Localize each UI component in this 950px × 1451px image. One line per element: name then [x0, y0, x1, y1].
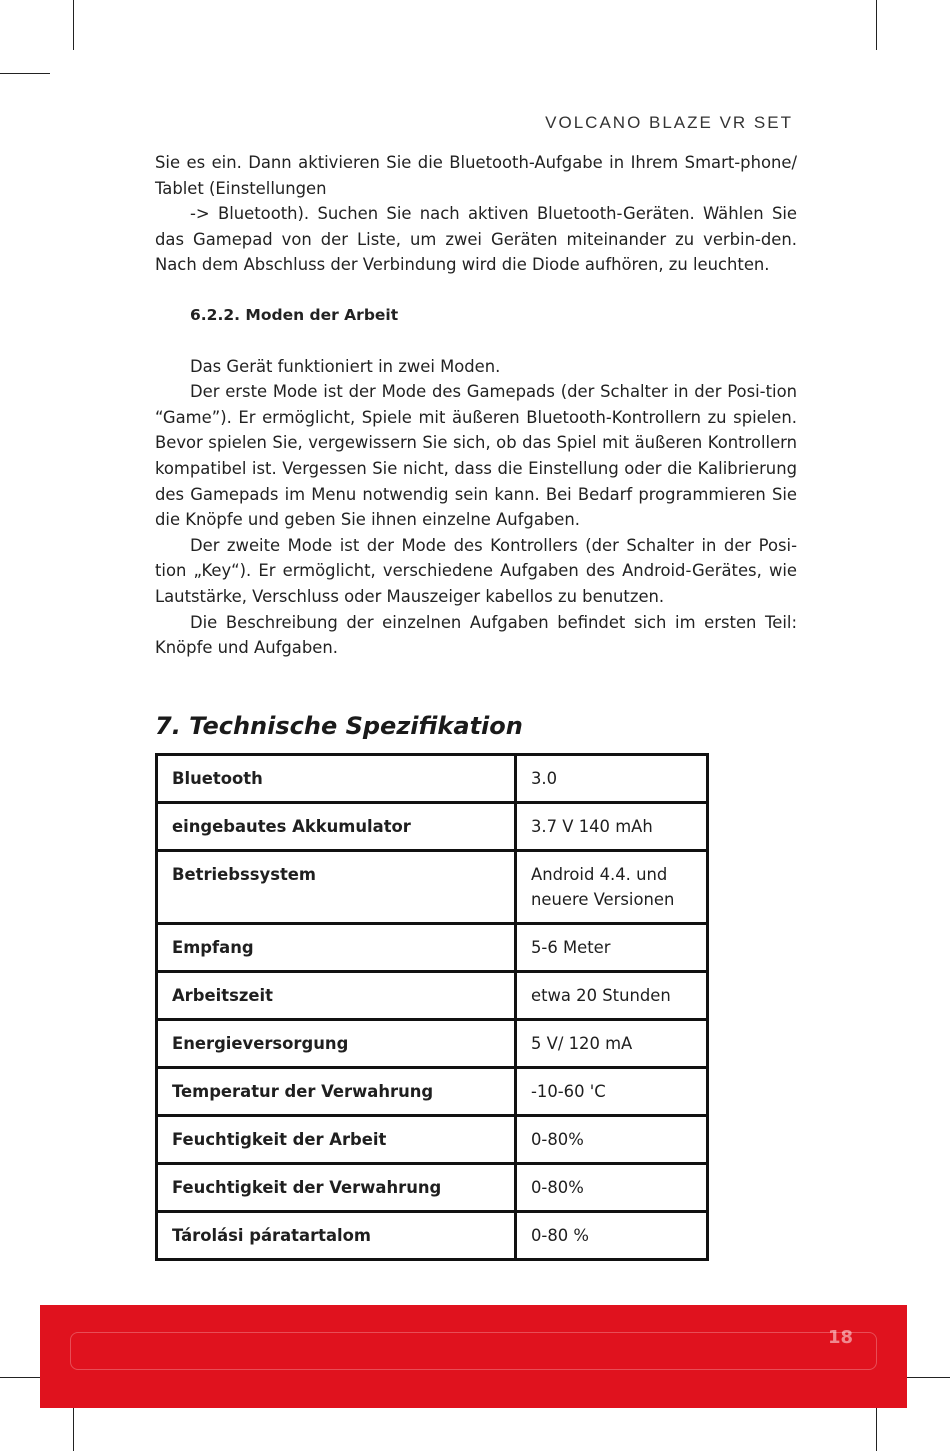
table-row: [157, 851, 708, 924]
subheading: 6.2.2. Moden der Arbeit: [190, 305, 399, 324]
paragraph: Der zweite Mode ist der Mode des Kontrollers (der Schalter in der Posi-tion „Key“). Er ermöglicht, verschiedene Aufgaben des Android-Gerätes, wie Lautstärke, Verschluss oder Mauszeiger kabellos zu benutzen.: [155, 535, 797, 606]
table-row: [157, 755, 708, 803]
table-row: [157, 1164, 708, 1212]
spec-value: -10-60 'C: [516, 1068, 708, 1116]
crop-mark: [876, 0, 877, 50]
paragraph: Die Beschreibung der einzelnen Aufgaben befindet sich im ersten Teil: Knöpfe und Aufgaben.: [155, 612, 797, 658]
spec-value: 3.0: [516, 755, 708, 803]
table-row: [157, 924, 708, 972]
crop-mark: [73, 0, 74, 50]
paragraph: -> Bluetooth). Suchen Sie nach aktiven Bluetooth-Geräten. Wählen Sie das Gamepad von der Liste, um zwei Geräten miteinander zu verbin-den. Nach dem Abschluss der Verbindung wird die Diode aufhören, zu leuchten.: [155, 204, 797, 275]
spec-value: 0-80%: [516, 1164, 708, 1212]
paragraph: Das Gerät funktioniert in zwei Moden.: [190, 356, 501, 376]
spec-value: 5 V/ 120 mA: [516, 1020, 708, 1068]
crop-mark: [876, 1401, 877, 1451]
crop-mark: [900, 1377, 950, 1378]
spec-value: 0-80 %: [516, 1212, 708, 1260]
table-row: [157, 1212, 708, 1260]
spec-value: 5-6 Meter: [516, 924, 708, 972]
spec-key: Arbeitszeit: [157, 972, 516, 1020]
spec-value: Android 4.4. und neuere Versionen: [516, 851, 708, 924]
running-header: VOLCANO BLAZE VR SET: [545, 113, 793, 132]
spec-key: Betriebssystem: [157, 851, 516, 924]
table-row: [157, 972, 708, 1020]
section-title: 7. Technische Spezifikation: [155, 712, 523, 740]
paragraph: Der erste Mode ist der Mode des Gamepads (der Schalter in der Posi-tion “Game”). Er ermöglicht, Spiele mit äußeren Bluetooth-Kontrollern zu spielen. Bevor spielen Sie, vergewissern Sie sich, ob das Spiel mit äußeren Kontrollern kompatibel ist. Vergessen Sie nicht, dass die Einstellung oder die Kalibrierung des Gamepads im Menu notwendig sein kann. Bei Bedarf programmieren Sie die Knöpfe und geben Sie ihnen einzelne Aufgaben.: [155, 382, 797, 530]
footer-bar: [40, 1305, 907, 1408]
spec-key: Feuchtigkeit der Arbeit: [157, 1116, 516, 1164]
spec-key: Tárolási páratartalom: [157, 1212, 516, 1260]
spec-key: eingebautes Akkumulator: [157, 803, 516, 851]
spec-key: Bluetooth: [157, 755, 516, 803]
paragraph: Sie es ein. Dann aktivieren Sie die Bluetooth-Aufgabe in Ihrem Smart-phone/ Tablet (Einstellungen: [155, 153, 797, 198]
table-row: [157, 803, 708, 851]
spec-key: Empfang: [157, 924, 516, 972]
page-number: 18: [827, 1327, 853, 1348]
table-row: [157, 1116, 708, 1164]
spec-table: [155, 753, 709, 1261]
table-row: [157, 1020, 708, 1068]
spec-key: Energieversorgung: [157, 1020, 516, 1068]
table-row: [157, 1068, 708, 1116]
spec-key: Temperatur der Verwahrung: [157, 1068, 516, 1116]
crop-mark: [0, 73, 50, 74]
crop-mark: [73, 1401, 74, 1451]
spec-value: 3.7 V 140 mAh: [516, 803, 708, 851]
spec-value: 0-80%: [516, 1116, 708, 1164]
body-text: [155, 150, 797, 661]
footer-inner-frame: [70, 1332, 877, 1370]
spec-key: Feuchtigkeit der Verwahrung: [157, 1164, 516, 1212]
spec-value: etwa 20 Stunden: [516, 972, 708, 1020]
